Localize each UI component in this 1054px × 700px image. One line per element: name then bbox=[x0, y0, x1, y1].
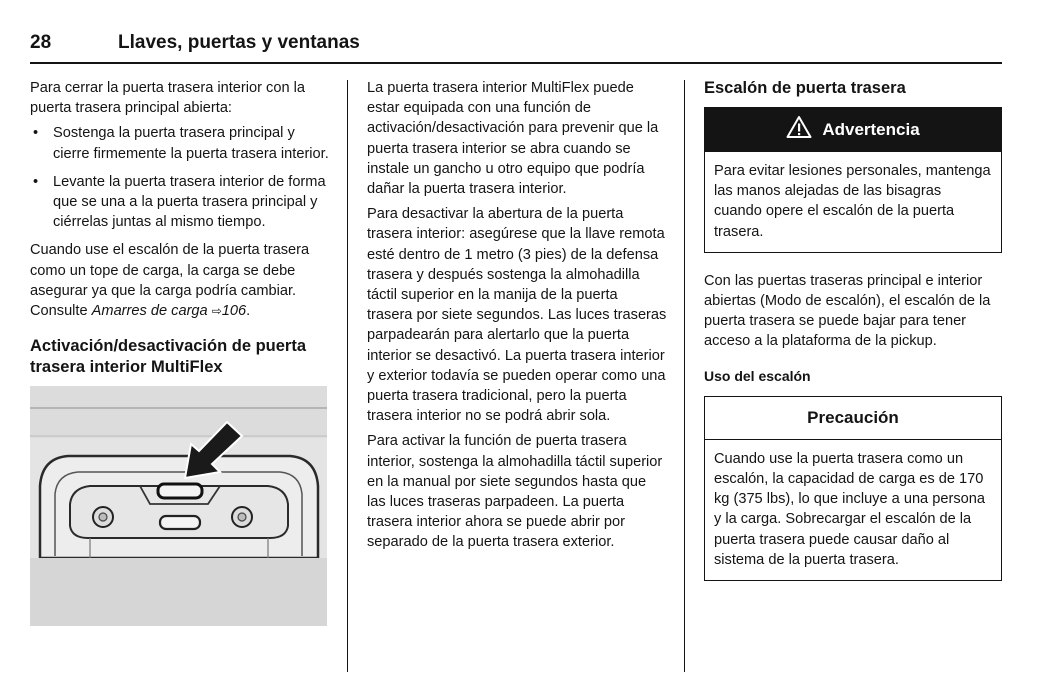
warning-triangle-icon bbox=[786, 115, 812, 144]
deactivate-paragraph: Para desactivar la abertura de la puerta trasera interior: asegúrese que la llave remota esté dentro de 1 metro (3 pies) de la defensa trasera y después sostenga la almohadilla táctil superior en la manija de la puerta trasera por siete segundos. Las luces traseras parpadearán para alertarlo que la puerta interior se desactivó. La puerta trasera interior y exterior todavía se pueden operar como una puerta trasera tradicional, pero la puerta trasera interior no se podrá abrir sola. bbox=[367, 206, 667, 425]
intro-paragraph: Para cerrar la puerta trasera interior con la puerta trasera principal abierta: bbox=[30, 80, 305, 117]
bullet-text: Levante la puerta trasera interior de forma que se una a la puerta trasera principal y ciérrelas juntas al mismo tiempo. bbox=[53, 173, 326, 231]
page-ref-arrow-icon: ⇨ bbox=[211, 304, 222, 319]
caution-title: Precaución bbox=[705, 397, 1001, 440]
caution-box bbox=[704, 396, 1002, 581]
page-header bbox=[30, 30, 1002, 64]
warning-title-bar bbox=[705, 108, 1001, 152]
step-mode-paragraph: Con las puertas traseras principal e interior abiertas (Modo de escalón), el escalón de la puerta trasera se puede bajar para tener acceso a la plataforma de la pickup. bbox=[704, 272, 991, 350]
feature-paragraph: La puerta trasera interior MultiFlex puede estar equipada con una función de activación/desactivación para prevenir que la puerta trasera interior se abra cuando se instale un gancho u otro equipo que podría dañar la puerta trasera interior. bbox=[367, 80, 659, 198]
column-1 bbox=[30, 78, 330, 626]
step-use-subheading: Uso del escalón bbox=[704, 367, 811, 384]
caution-text: Cuando use la puerta trasera como un escalón, la capacidad de carga es de 170 kg (375 lbs), lo que incluye a una persona y la carga. Sobrecargar el escalón de la puerta trasera puede causar daño al sistema de la puerta trasera. bbox=[714, 450, 985, 568]
load-text: Cuando use el escalón de la puerta trasera como un tope de carga, la carga se debe asegurar ya que la carga podría cambiar. Consulte bbox=[30, 242, 310, 320]
chapter-title: Llaves, puertas y ventanas bbox=[118, 32, 360, 53]
bullet-text: Sostenga la puerta trasera principal y cierre firmemente la puerta trasera interior. bbox=[53, 125, 329, 162]
warning-box bbox=[704, 107, 1002, 253]
header-rule bbox=[30, 62, 1002, 64]
column-divider-2 bbox=[684, 80, 685, 672]
warning-title: Advertencia bbox=[822, 119, 920, 139]
tailgate-step-heading: Escalón de puerta trasera bbox=[704, 79, 906, 97]
column-divider-1 bbox=[347, 80, 348, 672]
cargo-tie-down-reference[interactable]: Amarres de carga bbox=[91, 303, 208, 320]
tailgate-handle-illustration bbox=[30, 386, 327, 626]
load-paragraph bbox=[30, 240, 330, 321]
bullet-dot: • bbox=[33, 173, 39, 190]
column-3 bbox=[704, 78, 1002, 581]
bullet-item bbox=[30, 172, 330, 233]
page-number: 28 bbox=[30, 32, 52, 53]
period: . bbox=[246, 303, 251, 320]
column-2 bbox=[367, 78, 667, 558]
activate-paragraph: Para activar la función de puerta trasera interior, sostenga la almohadilla táctil superior en la manual por siete segundos hasta que las luces traseras parpadeen. La puerta trasera interior ahora se puede abrir por separado de la puerta trasera exterior. bbox=[367, 433, 663, 551]
bullet-item bbox=[30, 123, 330, 163]
multiflex-section-heading: Activación/desactivación de puerta trasera interior MultiFlex bbox=[30, 337, 307, 377]
warning-text: Para evitar lesiones personales, mantenga las manos alejadas de las bisagras cuando opere el escalón de la puerta trasera. bbox=[714, 163, 991, 240]
page-ref-number[interactable]: 106 bbox=[221, 303, 247, 320]
tailgate-handle-drawing bbox=[30, 386, 327, 626]
bullet-dot: • bbox=[33, 125, 39, 142]
